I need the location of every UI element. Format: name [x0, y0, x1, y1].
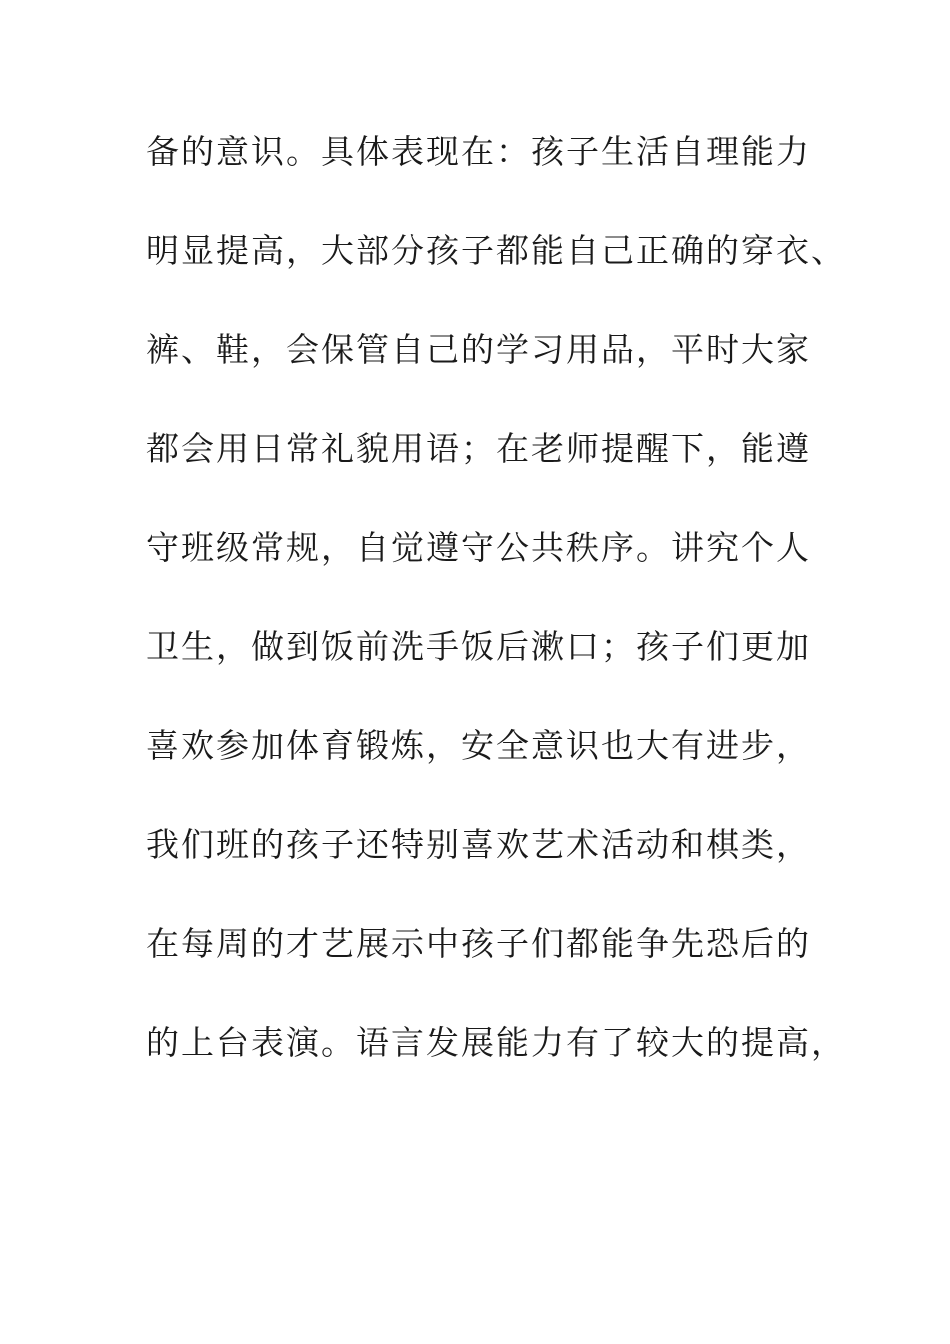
text-line-4: 都会用日常礼貌用语；在老师提醒下，能遵	[146, 429, 811, 468]
text-line-3: 裤、鞋，会保管自己的学习用品，平时大家	[146, 330, 811, 369]
text-line-1: 备的意识。具体表现在：孩子生活自理能力	[146, 132, 811, 171]
text-line-6: 卫生，做到饭前洗手饭后漱口；孩子们更加	[146, 627, 811, 666]
text-line-8: 我们班的孩子还特别喜欢艺术活动和棋类，	[146, 825, 811, 864]
text-line-2: 明显提高，大部分孩子都能自己正确的穿衣、	[146, 231, 846, 270]
text-line-10: 的上台表演。语言发展能力有了较大的提高，	[146, 1023, 846, 1062]
text-line-9: 在每周的才艺展示中孩子们都能争先恐后的	[146, 924, 811, 963]
body-text	[146, 120, 846, 1110]
text-line-5: 守班级常规，自觉遵守公共秩序。讲究个人	[146, 528, 811, 567]
text-line-7: 喜欢参加体育锻炼，安全意识也大有进步，	[146, 726, 811, 765]
